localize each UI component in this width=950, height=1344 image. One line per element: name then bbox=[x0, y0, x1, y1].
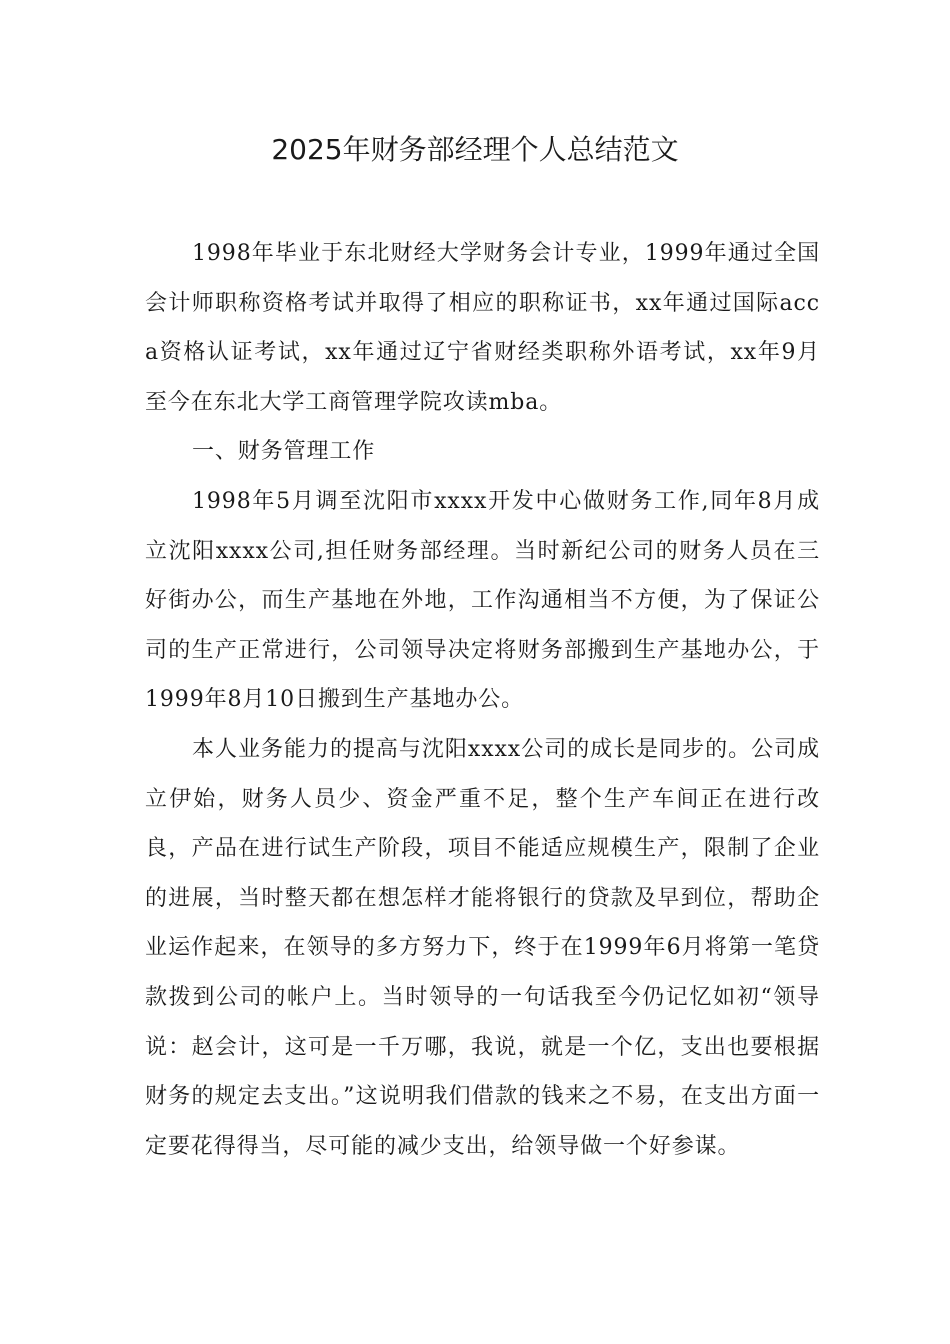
paragraph-career-1998: 1998年5月调至沈阳市xxxx开发中心做财务工作,同年8月成立沈阳xxxx公司,担任财务部经理。当时新纪公司的财务人员在三好街办公，而生产基地在外地，工作沟通相当不方便，为了保证公司的生产正常进行，公司领导决定将财务部搬到生产基地办公，于1999年8月10日搬到生产基地办公。 bbox=[145, 488, 820, 713]
document-body bbox=[145, 229, 820, 1171]
document-title: 2025年财务部经理个人总结范文 bbox=[271, 133, 679, 166]
paragraph-education: 1998年毕业于东北财经大学财务会计专业，1999年通过全国会计师职称资格考试并取得了相应的职称证书，xx年通过国际acca资格认证考试，xx年通过辽宁省财经类职称外语考试，xx年9月至今在东北大学工商管理学院攻读mba。 bbox=[145, 241, 820, 415]
paragraph-growth: 本人业务能力的提高与沈阳xxxx公司的成长是同步的。公司成立伊始，财务人员少、资金严重不足，整个生产车间正在进行改良，产品在进行试生产阶段，项目不能适应规模生产，限制了企业的进展，当时整天都在想怎样才能将银行的贷款及早到位，帮助企业运作起来，在领导的多方努力下，终于在1999年6月将第一笔贷款拨到公司的帐户上。当时领导的一句话我至今仍记忆如初“领导说：赵会计，这可是一千万哪，我说，就是一个亿，支出也要根据财务的规定去支出。”这说明我们借款的钱来之不易，在支出方面一定要花得得当，尽可能的减少支出，给领导做一个好参谋。 bbox=[145, 736, 820, 1159]
section-heading-financial-management: 一、财务管理工作 bbox=[192, 439, 376, 465]
